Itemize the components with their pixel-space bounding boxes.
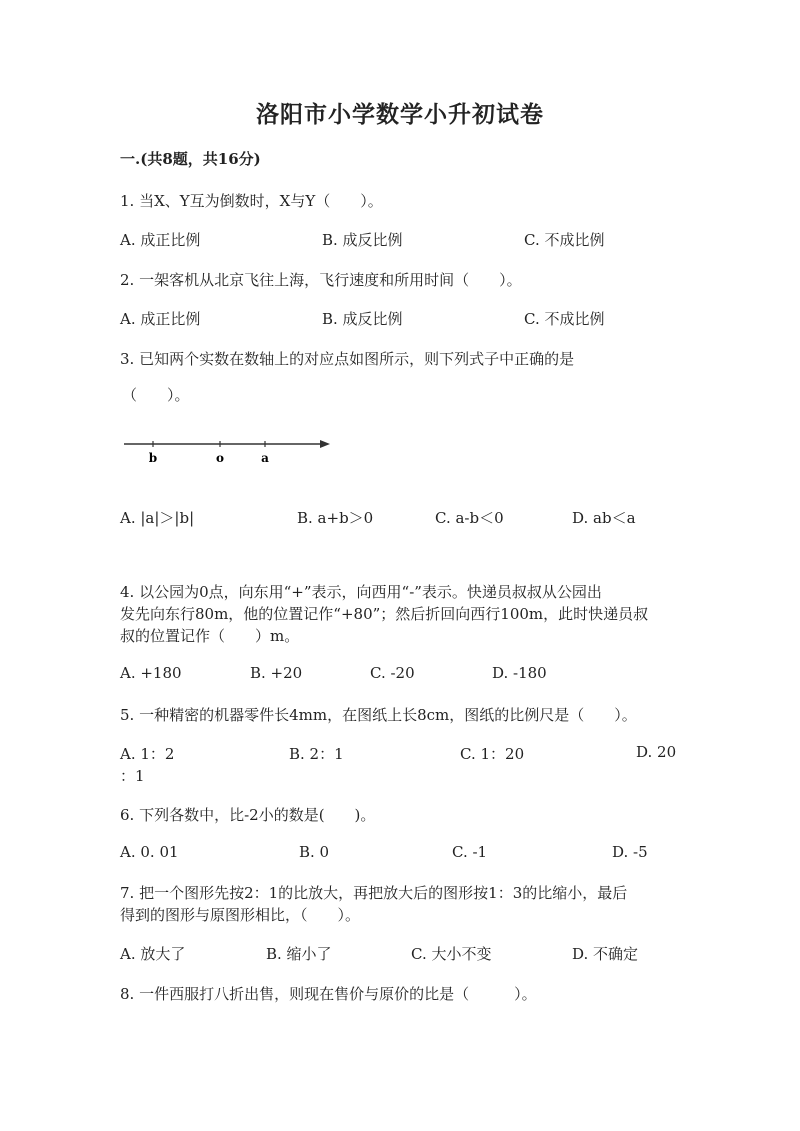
question-1-option-b: B. 成反比例 — [322, 231, 403, 249]
question-3-stem-line-1: 3. 已知两个实数在数轴上的对应点如图所示，则下列式子中正确的是 — [120, 350, 575, 368]
question-7-stem-line-2: 得到的图形与原图形相比，（ ）。 — [120, 906, 361, 924]
question-2-option-b: B. 成反比例 — [322, 310, 403, 328]
question-2-stem: 2. 一架客机从北京飞往上海，飞行速度和所用时间（ ）。 — [120, 271, 522, 289]
question-1-option-a: A. 成正比例 — [120, 231, 201, 249]
question-4-stem-line-2: 发先向东行80m，他的位置记作“+80”；然后折回向西行100m，此时快递员叔 — [120, 605, 649, 623]
page-title: 洛阳市小学数学小升初试卷 — [256, 101, 544, 128]
question-1-option-c: C. 不成比例 — [524, 231, 605, 249]
question-3-stem-line-2: （ ）。 — [122, 386, 190, 404]
section-heading: 一.(共8题，共16分) — [120, 150, 261, 168]
label-b: b — [148, 451, 158, 465]
arrow-right-icon — [320, 440, 330, 448]
question-7-option-a: A. 放大了 — [120, 945, 186, 963]
question-7-option-c: C. 大小不变 — [411, 945, 492, 963]
label-a: a — [261, 451, 269, 465]
question-5-option-b: B. 2：1 — [289, 745, 344, 763]
number-line-figure — [120, 432, 340, 472]
label-o: o — [215, 451, 225, 465]
question-3-option-a: A. |a|＞|b| — [120, 509, 195, 527]
question-6-option-c: C. -1 — [452, 843, 488, 861]
question-2-option-c: C. 不成比例 — [524, 310, 605, 328]
question-7-stem-line-1: 7. 把一个图形先按2：1的比放大，再把放大后的图形按1：3的比缩小，最后 — [120, 884, 628, 902]
question-5-option-d: D. 20 — [636, 743, 677, 761]
question-4-stem-line-1: 4. 以公园为0点，向东用“+”表示，向西用“-”表示。快递员叔叔从公园出 — [120, 583, 602, 601]
question-6-stem: 6. 下列各数中，比-2小的数是( )。 — [120, 806, 376, 824]
question-3-option-d: D. ab＜a — [572, 509, 636, 527]
question-4-stem-line-3: 叔的位置记作（ ）m。 — [120, 627, 300, 645]
question-7-option-d: D. 不确定 — [572, 945, 639, 963]
question-5-option-d-continued: ：1 — [120, 767, 145, 785]
question-4-option-c: C. -20 — [370, 664, 415, 682]
question-6-option-b: B. 0 — [299, 843, 330, 861]
question-3-option-c: C. a-b＜0 — [435, 509, 504, 527]
question-5-option-a: A. 1：2 — [120, 745, 175, 763]
question-7-option-b: B. 缩小了 — [266, 945, 332, 963]
question-8-stem: 8. 一件西服打八折出售，则现在售价与原价的比是（ ）。 — [120, 985, 537, 1003]
question-3-option-b: B. a+b＞0 — [297, 509, 374, 527]
question-6-option-a: A. 0. 01 — [120, 843, 179, 861]
question-1-stem: 1. 当X、Y互为倒数时，X与Y（ ）。 — [120, 192, 383, 210]
question-4-option-b: B. +20 — [250, 664, 303, 682]
question-4-option-d: D. -180 — [492, 664, 547, 682]
question-2-option-a: A. 成正比例 — [120, 310, 201, 328]
question-5-stem: 5. 一种精密的机器零件长4mm，在图纸上长8cm，图纸的比例尺是（ ）。 — [120, 706, 637, 724]
question-6-option-d: D. -5 — [612, 843, 648, 861]
question-5-option-c: C. 1：20 — [460, 745, 525, 763]
question-4-option-a: A. +180 — [120, 664, 182, 682]
